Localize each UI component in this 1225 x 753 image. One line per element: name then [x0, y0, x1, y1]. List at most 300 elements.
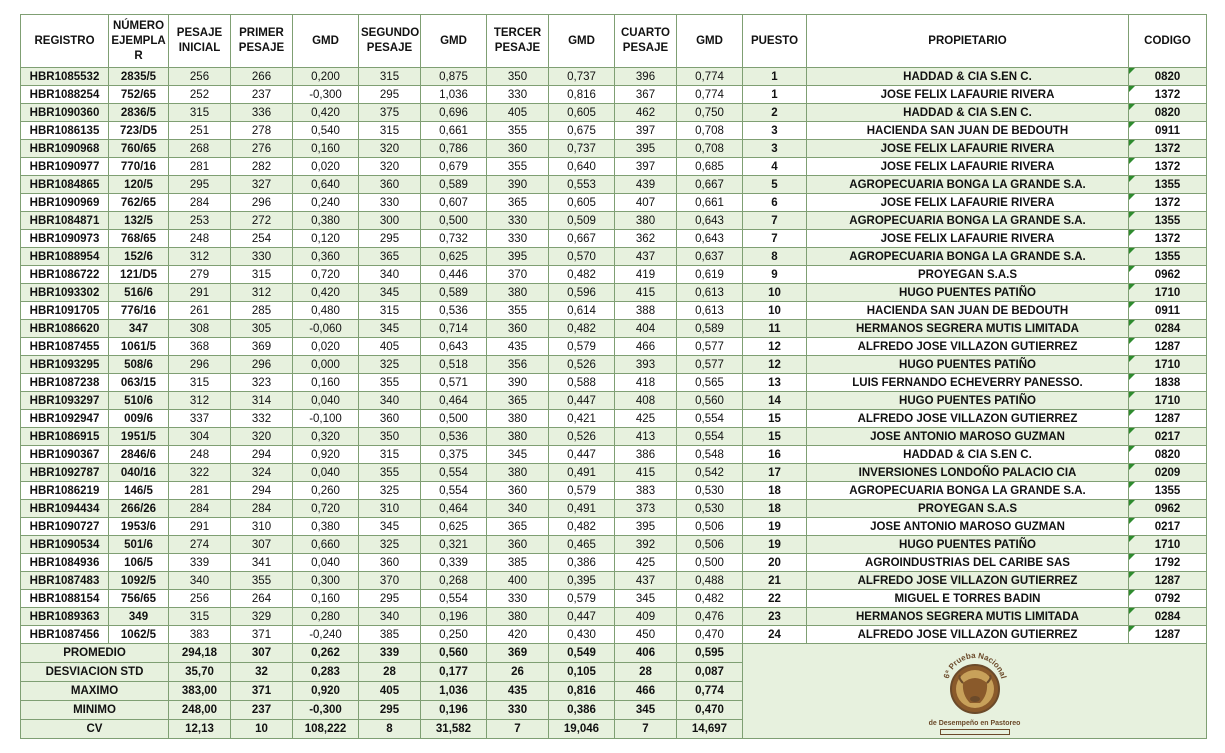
- table-cell: 0,280: [293, 608, 359, 626]
- table-cell: 380: [487, 464, 549, 482]
- table-cell: 397: [615, 122, 677, 140]
- summary-value: 19,046: [549, 720, 615, 739]
- summary-value: 0,283: [293, 663, 359, 682]
- table-cell: 330: [231, 248, 293, 266]
- table-cell: 314: [231, 392, 293, 410]
- table-cell: 22: [743, 590, 807, 608]
- table-cell: HBR1088254: [21, 86, 109, 104]
- table-cell: 392: [615, 536, 677, 554]
- table-cell: HBR1088154: [21, 590, 109, 608]
- table-cell: 0,554: [421, 482, 487, 500]
- table-cell: 768/65: [109, 230, 169, 248]
- summary-value: 0,816: [549, 682, 615, 701]
- table-cell: 146/5: [109, 482, 169, 500]
- table-cell: 0,421: [549, 410, 615, 428]
- table-cell: 0,447: [549, 446, 615, 464]
- table-cell: 330: [487, 230, 549, 248]
- table-row: [21, 338, 1207, 356]
- table-cell: 0,464: [421, 392, 487, 410]
- table-cell: 276: [231, 140, 293, 158]
- column-header: CODIGO: [1129, 15, 1207, 68]
- table-cell: 10: [743, 284, 807, 302]
- table-cell: 0,420: [293, 104, 359, 122]
- table-cell: 296: [231, 356, 293, 374]
- table-cell: 264: [231, 590, 293, 608]
- table-cell: 760/65: [109, 140, 169, 158]
- table-row: [21, 536, 1207, 554]
- table-cell: 437: [615, 248, 677, 266]
- table-cell: ALFREDO JOSE VILLAZON GUTIERREZ: [807, 572, 1129, 590]
- summary-value: 32: [231, 663, 293, 682]
- table-row: [21, 356, 1207, 374]
- table-cell: 17: [743, 464, 807, 482]
- table-cell: 0,320: [293, 428, 359, 446]
- table-cell: 315: [169, 104, 231, 122]
- table-cell: 418: [615, 374, 677, 392]
- table-cell: 395: [615, 140, 677, 158]
- table-cell: 393: [615, 356, 677, 374]
- table-cell: 21: [743, 572, 807, 590]
- table-cell: 395: [615, 518, 677, 536]
- table-cell: 370: [359, 572, 421, 590]
- table-cell: 360: [487, 140, 549, 158]
- table-cell: 0,446: [421, 266, 487, 284]
- table-cell: 0,526: [549, 356, 615, 374]
- table-cell: 355: [231, 572, 293, 590]
- table-cell: 345: [487, 446, 549, 464]
- table-cell: 18: [743, 482, 807, 500]
- table-cell: 0,268: [421, 572, 487, 590]
- table-cell: 1372: [1129, 86, 1207, 104]
- table-cell: 9: [743, 266, 807, 284]
- table-cell: 295: [359, 230, 421, 248]
- table-cell: 252: [169, 86, 231, 104]
- table-cell: 0,250: [421, 626, 487, 644]
- summary-value: 35,70: [169, 663, 231, 682]
- table-cell: 330: [359, 194, 421, 212]
- table-cell: 0,360: [293, 248, 359, 266]
- table-row: [21, 428, 1207, 446]
- table-cell: ALFREDO JOSE VILLAZON GUTIERREZ: [807, 410, 1129, 428]
- table-cell: 337: [169, 410, 231, 428]
- table-cell: 2846/6: [109, 446, 169, 464]
- table-cell: 723/D5: [109, 122, 169, 140]
- table-cell: 305: [231, 320, 293, 338]
- table-cell: 0,300: [293, 572, 359, 590]
- table-cell: 8: [743, 248, 807, 266]
- table-cell: 345: [359, 320, 421, 338]
- table-cell: 0,774: [677, 86, 743, 104]
- table-cell: 0,000: [293, 356, 359, 374]
- table-cell: 0,714: [421, 320, 487, 338]
- table-cell: 0,774: [677, 68, 743, 86]
- table-cell: HADDAD & CIA S.EN C.: [807, 446, 1129, 464]
- column-header: PRIMER PESAJE: [231, 15, 293, 68]
- summary-value: 26: [487, 663, 549, 682]
- table-cell: 251: [169, 122, 231, 140]
- table-cell: 0,536: [421, 302, 487, 320]
- table-cell: HBR1092947: [21, 410, 109, 428]
- table-cell: 752/65: [109, 86, 169, 104]
- table-cell: 15: [743, 428, 807, 446]
- table-cell: 0,482: [549, 320, 615, 338]
- table-cell: 360: [487, 536, 549, 554]
- table-cell: 0,260: [293, 482, 359, 500]
- summary-value: 0,177: [421, 663, 487, 682]
- table-cell: 121/D5: [109, 266, 169, 284]
- table-cell: 7: [743, 230, 807, 248]
- summary-value: 237: [231, 701, 293, 720]
- table-cell: 12: [743, 338, 807, 356]
- table-cell: 19: [743, 536, 807, 554]
- table-cell: HUGO PUENTES PATIÑO: [807, 536, 1129, 554]
- table-cell: 425: [615, 410, 677, 428]
- table-cell: 315: [359, 68, 421, 86]
- table-cell: 0,625: [421, 518, 487, 536]
- table-cell: HBR1084865: [21, 176, 109, 194]
- table-cell: 0,020: [293, 338, 359, 356]
- table-cell: 132/5: [109, 212, 169, 230]
- table-cell: 405: [487, 104, 549, 122]
- table-cell: 0,200: [293, 68, 359, 86]
- table-cell: HBR1094434: [21, 500, 109, 518]
- table-cell: 323: [231, 374, 293, 392]
- table-cell: HBR1084871: [21, 212, 109, 230]
- table-cell: 281: [169, 158, 231, 176]
- table-cell: 1372: [1129, 140, 1207, 158]
- table-cell: HBR1088954: [21, 248, 109, 266]
- table-cell: 0,661: [421, 122, 487, 140]
- table-cell: 294: [231, 482, 293, 500]
- table-cell: 419: [615, 266, 677, 284]
- table-cell: 380: [487, 428, 549, 446]
- table-cell: 312: [231, 284, 293, 302]
- logo-cell: [743, 644, 1207, 739]
- table-cell: 322: [169, 464, 231, 482]
- table-cell: 0,380: [293, 518, 359, 536]
- table-cell: 365: [487, 194, 549, 212]
- table-cell: 0,476: [677, 608, 743, 626]
- table-cell: 0,750: [677, 104, 743, 122]
- table-cell: 009/6: [109, 410, 169, 428]
- table-cell: 0,526: [549, 428, 615, 446]
- table-cell: 0911: [1129, 122, 1207, 140]
- table-cell: 0,660: [293, 536, 359, 554]
- table-cell: HACIENDA SAN JUAN DE BEDOUTH: [807, 122, 1129, 140]
- table-cell: 365: [487, 518, 549, 536]
- table-cell: 261: [169, 302, 231, 320]
- summary-value: 28: [615, 663, 677, 682]
- table-cell: 756/65: [109, 590, 169, 608]
- table-cell: 0,588: [549, 374, 615, 392]
- table-cell: 0,737: [549, 140, 615, 158]
- table-cell: 0,579: [549, 338, 615, 356]
- table-cell: HERMANOS SEGRERA MUTIS LIMITADA: [807, 320, 1129, 338]
- table-cell: 0,577: [677, 356, 743, 374]
- table-cell: 1287: [1129, 338, 1207, 356]
- table-cell: 1792: [1129, 554, 1207, 572]
- table-cell: 408: [615, 392, 677, 410]
- table-cell: 0284: [1129, 320, 1207, 338]
- table-cell: 340: [169, 572, 231, 590]
- logo-bottom-text: de Desempeño en Pastoreo: [928, 720, 1021, 727]
- column-header: REGISTRO: [21, 15, 109, 68]
- table-cell: HBR1093295: [21, 356, 109, 374]
- summary-value: 248,00: [169, 701, 231, 720]
- table-cell: 355: [487, 122, 549, 140]
- table-cell: 501/6: [109, 536, 169, 554]
- table-cell: HBR1089363: [21, 608, 109, 626]
- table-cell: HERMANOS SEGRERA MUTIS LIMITADA: [807, 608, 1129, 626]
- column-header: PROPIETARIO: [807, 15, 1129, 68]
- table-row: [21, 608, 1207, 626]
- table-cell: 1287: [1129, 572, 1207, 590]
- summary-value: 8: [359, 720, 421, 739]
- table-cell: 0,579: [549, 590, 615, 608]
- table-cell: 307: [231, 536, 293, 554]
- table-cell: 0,607: [421, 194, 487, 212]
- table-cell: 466: [615, 338, 677, 356]
- table-cell: 1951/5: [109, 428, 169, 446]
- table-cell: HACIENDA SAN JUAN DE BEDOUTH: [807, 302, 1129, 320]
- summary-label: DESVIACION STD: [21, 663, 169, 682]
- table-row: [21, 518, 1207, 536]
- table-cell: 371: [231, 626, 293, 644]
- summary-value: 369: [487, 644, 549, 663]
- table-cell: HBR1093297: [21, 392, 109, 410]
- table-cell: 0,640: [549, 158, 615, 176]
- table-cell: 390: [487, 176, 549, 194]
- summary-value: 0,560: [421, 644, 487, 663]
- table-cell: 304: [169, 428, 231, 446]
- table-cell: 360: [359, 176, 421, 194]
- table-cell: 1355: [1129, 176, 1207, 194]
- table-cell: HBR1086219: [21, 482, 109, 500]
- table-cell: 1: [743, 86, 807, 104]
- table-cell: 0,160: [293, 590, 359, 608]
- table-cell: 415: [615, 284, 677, 302]
- table-cell: 0,506: [677, 518, 743, 536]
- table-cell: 0,040: [293, 554, 359, 572]
- table-cell: 0,720: [293, 500, 359, 518]
- summary-value: 0,774: [677, 682, 743, 701]
- table-cell: 360: [487, 482, 549, 500]
- table-cell: 254: [231, 230, 293, 248]
- table-cell: 373: [615, 500, 677, 518]
- table-cell: 0,637: [677, 248, 743, 266]
- table-cell: 0,465: [549, 536, 615, 554]
- table-cell: 0,447: [549, 608, 615, 626]
- summary-value: 0,087: [677, 663, 743, 682]
- table-cell: PROYEGAN S.A.S: [807, 500, 1129, 518]
- table-cell: 327: [231, 176, 293, 194]
- table-cell: 325: [359, 356, 421, 374]
- table-row: [21, 266, 1207, 284]
- table-cell: 0,565: [677, 374, 743, 392]
- table-cell: 0209: [1129, 464, 1207, 482]
- table-cell: 315: [359, 122, 421, 140]
- table-cell: 0,605: [549, 194, 615, 212]
- table-cell: 383: [615, 482, 677, 500]
- table-cell: 0,482: [549, 518, 615, 536]
- table-cell: 340: [359, 392, 421, 410]
- logo-arc-text: 6ª Prueba Nacional: [941, 650, 1008, 680]
- summary-value: 345: [615, 701, 677, 720]
- table-cell: 063/15: [109, 374, 169, 392]
- table-cell: 1062/5: [109, 626, 169, 644]
- table-cell: 0,554: [421, 590, 487, 608]
- table-cell: 320: [231, 428, 293, 446]
- table-cell: 360: [487, 320, 549, 338]
- table-row: [21, 248, 1207, 266]
- table-cell: 350: [487, 68, 549, 86]
- table-row: [21, 212, 1207, 230]
- table-cell: ALFREDO JOSE VILLAZON GUTIERREZ: [807, 626, 1129, 644]
- table-cell: 0962: [1129, 500, 1207, 518]
- table-cell: 308: [169, 320, 231, 338]
- table-cell: 1710: [1129, 536, 1207, 554]
- table-cell: HBR1084936: [21, 554, 109, 572]
- table-cell: 0,321: [421, 536, 487, 554]
- table-cell: 284: [231, 500, 293, 518]
- table-cell: 0,375: [421, 446, 487, 464]
- summary-label: MAXIMO: [21, 682, 169, 701]
- table-cell: 0,685: [677, 158, 743, 176]
- table-cell: HADDAD & CIA S.EN C.: [807, 104, 1129, 122]
- table-cell: 279: [169, 266, 231, 284]
- table-cell: 355: [487, 302, 549, 320]
- table-cell: 310: [231, 518, 293, 536]
- table-cell: 385: [487, 554, 549, 572]
- table-cell: 0,380: [293, 212, 359, 230]
- table-cell: HBR1090534: [21, 536, 109, 554]
- summary-value: 295: [359, 701, 421, 720]
- table-cell: 0,518: [421, 356, 487, 374]
- summary-value: 31,582: [421, 720, 487, 739]
- column-header: PESAJE INICIAL: [169, 15, 231, 68]
- table-cell: 1710: [1129, 392, 1207, 410]
- table-cell: 420: [487, 626, 549, 644]
- table-cell: 284: [169, 194, 231, 212]
- table-cell: 425: [615, 554, 677, 572]
- table-cell: JOSE FELIX LAFAURIE RIVERA: [807, 194, 1129, 212]
- summary-label: CV: [21, 720, 169, 739]
- table-cell: 0,500: [421, 410, 487, 428]
- table-cell: 0,470: [677, 626, 743, 644]
- table-cell: HBR1087455: [21, 338, 109, 356]
- table-cell: 0217: [1129, 428, 1207, 446]
- table-cell: 0,447: [549, 392, 615, 410]
- table-cell: 0,589: [421, 284, 487, 302]
- table-cell: INVERSIONES LONDOÑO PALACIO CIA: [807, 464, 1129, 482]
- table-cell: 300: [359, 212, 421, 230]
- table-cell: 1,036: [421, 86, 487, 104]
- table-row: [21, 284, 1207, 302]
- table-cell: 0,875: [421, 68, 487, 86]
- table-cell: 320: [359, 140, 421, 158]
- table-cell: 0,579: [549, 482, 615, 500]
- table-cell: 0,386: [549, 554, 615, 572]
- table-cell: 362: [615, 230, 677, 248]
- table-cell: 340: [359, 608, 421, 626]
- table-cell: 0,643: [677, 230, 743, 248]
- table-cell: 0,540: [293, 122, 359, 140]
- table-cell: 324: [231, 464, 293, 482]
- table-cell: PROYEGAN S.A.S: [807, 266, 1129, 284]
- table-row: [21, 68, 1207, 86]
- summary-row: [21, 644, 1207, 663]
- table-cell: 2835/5: [109, 68, 169, 86]
- table-cell: 404: [615, 320, 677, 338]
- table-cell: 355: [359, 464, 421, 482]
- summary-value: -0,300: [293, 701, 359, 720]
- table-cell: 152/6: [109, 248, 169, 266]
- table-cell: 0,720: [293, 266, 359, 284]
- table-cell: 0,643: [421, 338, 487, 356]
- table-cell: HUGO PUENTES PATIÑO: [807, 356, 1129, 374]
- table-cell: 375: [359, 104, 421, 122]
- table-cell: 0,500: [421, 212, 487, 230]
- table-cell: 0,339: [421, 554, 487, 572]
- table-cell: 340: [359, 266, 421, 284]
- table-cell: 4: [743, 158, 807, 176]
- table-cell: 349: [109, 608, 169, 626]
- table-cell: 0,548: [677, 446, 743, 464]
- table-cell: 325: [359, 482, 421, 500]
- table-cell: 0,554: [421, 464, 487, 482]
- table-row: [21, 626, 1207, 644]
- table-cell: 278: [231, 122, 293, 140]
- table-cell: 0820: [1129, 104, 1207, 122]
- table-cell: 0,554: [677, 428, 743, 446]
- table-cell: 380: [487, 608, 549, 626]
- table-cell: MIGUEL E TORRES BADIN: [807, 590, 1129, 608]
- column-header: CUARTO PESAJE: [615, 15, 677, 68]
- table-cell: -0,060: [293, 320, 359, 338]
- table-cell: 355: [359, 374, 421, 392]
- table-cell: 0,160: [293, 140, 359, 158]
- column-header: GMD: [549, 15, 615, 68]
- table-cell: 347: [109, 320, 169, 338]
- table-cell: 450: [615, 626, 677, 644]
- table-cell: 5: [743, 176, 807, 194]
- summary-value: 7: [487, 720, 549, 739]
- table-cell: AGROPECUARIA BONGA LA GRANDE S.A.: [807, 482, 1129, 500]
- table-cell: 315: [231, 266, 293, 284]
- table-row: [21, 590, 1207, 608]
- table-row: [21, 176, 1207, 194]
- table-cell: 0,667: [677, 176, 743, 194]
- table-cell: 0,643: [677, 212, 743, 230]
- summary-value: 339: [359, 644, 421, 663]
- table-cell: 1061/5: [109, 338, 169, 356]
- table-cell: 248: [169, 230, 231, 248]
- table-cell: 315: [169, 608, 231, 626]
- summary-value: 0,920: [293, 682, 359, 701]
- table-cell: 310: [359, 500, 421, 518]
- table-cell: 0,613: [677, 284, 743, 302]
- table-cell: 12: [743, 356, 807, 374]
- table-cell: 281: [169, 482, 231, 500]
- table-cell: 386: [615, 446, 677, 464]
- table-cell: 510/6: [109, 392, 169, 410]
- summary-value: 0,262: [293, 644, 359, 663]
- table-cell: 360: [359, 554, 421, 572]
- table-cell: 0,120: [293, 230, 359, 248]
- table-cell: 0,696: [421, 104, 487, 122]
- table-cell: 0911: [1129, 302, 1207, 320]
- table-cell: 330: [487, 212, 549, 230]
